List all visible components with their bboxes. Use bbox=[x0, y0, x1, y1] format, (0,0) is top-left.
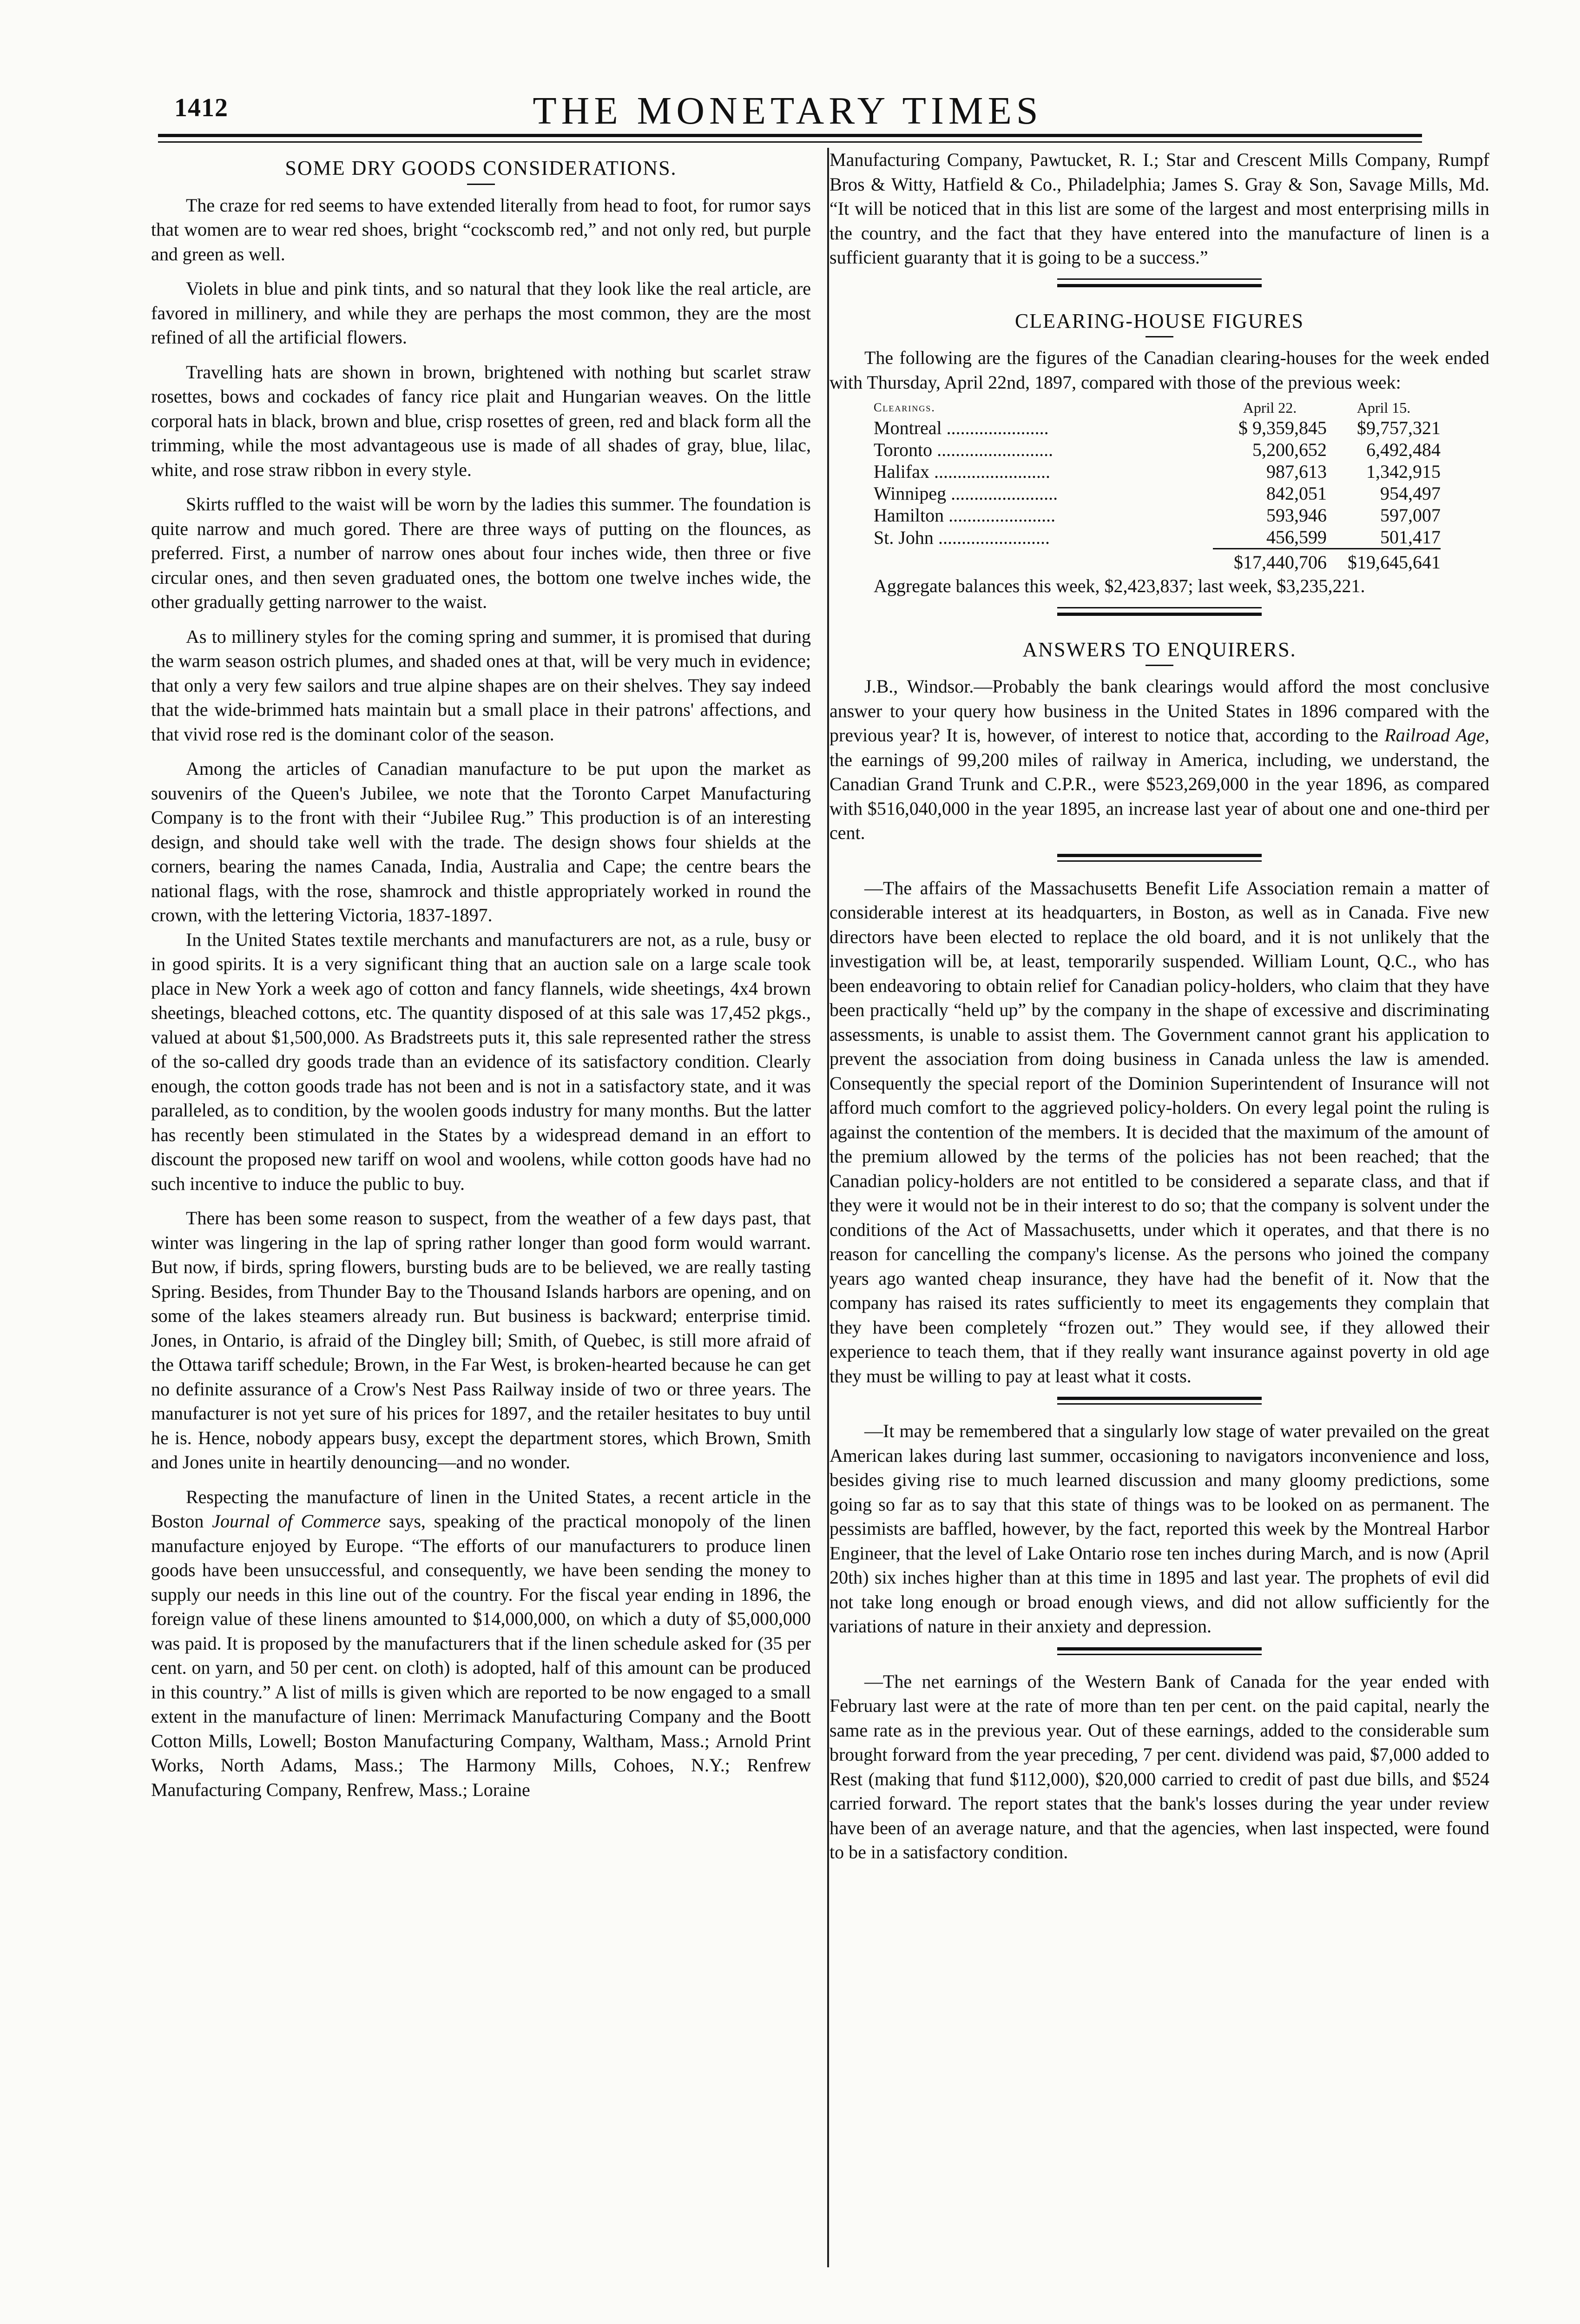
answers-paragraph bbox=[830, 674, 1489, 845]
paragraph-violets: Violets in blue and pink tints, and so natural that they look like the real article, are favored in millinery, and while they are perhaps the most common, they are the most refined of all the artificial flowers. bbox=[151, 278, 811, 348]
value-april-22: 987,613 bbox=[1266, 461, 1327, 482]
header-rule-thin bbox=[158, 141, 1422, 143]
table-row bbox=[874, 439, 1441, 461]
paragraph-textile-merchants: In the United States textile merchants and manufacturers are not, as a rule, busy or in good spirits. It is a very significant thing that an auction sale on a large scale took place in New York a week ago of cotton and fancy flannels, wide sheetings, 4x4 brown sheetings, bleached cottons, etc. The quantity disposed of at this sale was 17,452 pkgs., valued at about $1,500,000. As Bradstreets puts it, this sale represented rather the stress of the so-called dry goods trade than an evidence of its satisfactory condition. Clearly enough, the cotton goods trade has not been and is not in a satisfactory state, and it was paralleled, as to condition, by the woolen goods industry for many months. But the latter has recently been stimulated in the States by a widespread demand in an effort to discount the proposed new tariff on wool and woolens, while cotton goods have had no such incentive to induce the public to buy. bbox=[151, 929, 811, 1194]
journal-of-commerce: Journal of Commerce bbox=[212, 1511, 381, 1532]
leader-dots: ........................ bbox=[933, 527, 1050, 548]
paragraph-millinery: As to millinery styles for the coming spring and summer, it is promised that during the warm season ostrich plumes, and shaded ones at that, will be very much in evidence; that only a very few sailors and true alpine shapes are on their shelves. They say indeed that the wide-brimmed hats maintain but a small place in their patrons' affections, and that vivid rose red is the dominant color of the season. bbox=[151, 626, 811, 745]
page-number: 1412 bbox=[174, 93, 228, 122]
left-column bbox=[151, 148, 811, 1802]
title-dash bbox=[1146, 336, 1173, 337]
clearing-table-header bbox=[874, 398, 1441, 417]
lake-water-paragraph: —It may be remembered that a singularly low stage of water prevailed on the great American lakes during last summer, occasioning to navigators inconvenience and loss, besides giving rise to much learned discussion and many gloomy predictions, some going so far as to say that this state of things was to be looked on as permanent. The pessimists are baffled, however, by the fact, reported this week by the Montreal Harbor Engineer, that the level of Lake Ontario rose ten inches during March, and is now (April 20th) six inches higher than at this time in 1895 and last year. The prophets of evil did not take long enough or broad enough views, and did not allow sufficiently for the variations of nature in their anxiety and depression. bbox=[830, 1420, 1489, 1637]
total-april-22: $17,440,706 bbox=[1213, 549, 1327, 574]
value-april-15: 6,492,484 bbox=[1366, 439, 1441, 460]
value-april-15: 501,417 bbox=[1380, 527, 1441, 548]
leader-dots: ....................... bbox=[946, 483, 1058, 504]
value-april-15: 954,497 bbox=[1380, 483, 1441, 504]
leader-dots: ......................... bbox=[929, 461, 1050, 482]
total-april-15: $19,645,641 bbox=[1327, 549, 1441, 574]
page-header bbox=[174, 84, 1401, 135]
value-april-22: 842,051 bbox=[1266, 483, 1327, 504]
city-name: Winnipeg bbox=[874, 483, 947, 504]
table-row bbox=[874, 504, 1441, 526]
april-22-header: April 22. bbox=[1243, 399, 1297, 416]
paragraph-linen bbox=[151, 1485, 811, 1802]
answers-text-a: J.B., Windsor.—Probably the bank clearings would afford the most conclusive answer to your query how business in the United States in 1896 compared with the previous year? It is, however, of interest to notice that, according to the bbox=[830, 676, 1489, 746]
paragraph-spring-business: There has been some reason to suspect, from the weather of a few days past, that winter was lingering in the lap of spring rather longer than good form would warrant. But now, if birds, spring flowers, bursting buds are to be believed, we are really tasting Spring. Besides, from Thunder Bay to the Thousand Islands harbors are opening, and on some of the lakes steamers already run. But business is backward; enterprise timid. Jones, in Ontario, is afraid of the Dingley bill; Smith, of Quebec, is still more afraid of the Ottawa tariff schedule; Brown, in the Far West, is broken-hearted because he can get no definite assurance of a Crow's Nest Pass Railway inside of two or three years. The manufacturer is not yet sure of his prices for 1897, and the retailer hesitates to buy until he is. Hence, nobody appears busy, except the department stores, which Brown, Smith and Jones unite in heartily denouncing—and no wonder. bbox=[151, 1208, 811, 1472]
separator-rule bbox=[830, 1639, 1489, 1670]
value-april-22: 456,599 bbox=[1266, 527, 1327, 548]
clearing-table bbox=[874, 398, 1441, 573]
column-divider bbox=[827, 148, 829, 2267]
paragraph-jubilee-rug: Among the articles of Canadian manufacture to be put upon the market as souvenirs of the Queen's Jubilee, we note that the Toronto Carpet Manufacturing Company is to the front with their “Jubilee Rug.” This production is of an interesting design, and should take well with the trade. The design shows four shields at the corners, bearing the names Canada, India, Australia and Cape; the centre bears the national flags, with the rose, shamrock and thistle appropriately worked in round the crown, with the lettering Victoria, 1837-1897. bbox=[151, 758, 811, 925]
aggregate-balances: Aggregate balances this week, $2,423,837; last week, $3,235,221. bbox=[874, 575, 1365, 596]
dry-goods-title: SOME DRY GOODS CONSIDERATIONS. bbox=[285, 157, 677, 179]
city-name: Hamilton bbox=[874, 505, 944, 526]
city-name: Montreal bbox=[874, 417, 942, 438]
western-bank-paragraph: —The net earnings of the Western Bank of Canada for the year ended with February last were at the rate of more than ten per cent. on the paid capital, nearly the same rate as in the previous year. Out of these earnings, added to the considerable sum brought forward from the year preceding, 7 per cent. dividend was paid, $7,000 added to Rest (making that fund $112,000), $20,000 carried to credit of past due bills, and $524 carried forward. The report states that the bank's losses during the year under review have been of an average nature, and that the agencies, when last inspected, were found to be in a satisfactory condition. bbox=[830, 1670, 1489, 1862]
separator-rule bbox=[830, 599, 1489, 629]
value-april-15: $9,757,321 bbox=[1357, 417, 1441, 438]
clearings-column-label: Clearings. bbox=[874, 401, 935, 414]
table-row bbox=[874, 482, 1441, 504]
railroad-age: Railroad Age bbox=[1384, 725, 1485, 746]
value-april-22: $ 9,359,845 bbox=[1238, 417, 1327, 438]
value-april-22: 5,200,652 bbox=[1252, 439, 1327, 460]
separator-rule bbox=[830, 270, 1489, 301]
title-dash bbox=[1146, 665, 1173, 666]
clearing-intro: The following are the figures of the Canadian clearing-houses for the week ended with Thursday, April 22nd, 1897, compared with those of the previous week: bbox=[830, 347, 1489, 393]
linen-text-b: says, speaking of the practical monopoly of the linen manufacture enjoyed by Europe. “The efforts of our manufacturers to produce linen goods have been unsuccessful, and consequently, we have been sending the money to supply our needs in this line out of the country. For the fiscal year ending in 1896, the foreign value of these linens amounted to $14,000,000, on which a duty of $5,000,000 was paid. It is proposed by the manufacturers that if the linen schedule asked for (35 per cent. on yarn, and 50 per cent. on cloth) is adopted, half of this amount can be produced in this country.” A list of mills is given which are reported to be now engaged to a small extent in the manufacture of linen: Merrimack Manufacturing Company and the Boott Cotton Mills, Lowell; Boston Manufacturing Company, Waltham, Mass.; Arnold Print Works, North Adams, Mass.; The Harmony Mills, Cohoes, N.Y.; Renfrew Manufacturing Company, Renfrew, Mass.; Loraine bbox=[151, 1511, 811, 1800]
linen-text-a: Respecting the manufacture of linen in the United States, a recent article in the Boston bbox=[151, 1486, 811, 1532]
clearing-house-title: CLEARING-HOUSE FIGURES bbox=[1014, 309, 1304, 332]
paragraph-red-craze: The craze for red seems to have extended literally from head to foot, for rumor says that women are to wear red shoes, bright “cockscomb red,” and not only red, but purple and green as well. bbox=[151, 194, 811, 264]
table-row bbox=[874, 417, 1441, 439]
right-column bbox=[830, 148, 1489, 1865]
table-row bbox=[874, 526, 1441, 549]
paragraph-skirts: Skirts ruffled to the waist will be worn by the ladies this summer. The foundation is quite narrow and much gored. There are three ways of putting on the flounces, as preferred. First, a number of narrow ones about four inches wide, then three or five circular ones, and then seven graduated ones, the bottom one twelve inches wide, the other gradually getting narrower to the waist. bbox=[151, 494, 811, 612]
linen-continuation: Manufacturing Company, Pawtucket, R. I.; Star and Crescent Mills Company, Rumpf Bros & Witty, Hatfield & Co., Philadelphia; James S. Gray & Son, Savage Mills, Md. “It will be noticed that in this list are some of the largest and most enterprising mills in the country, and the fact that they have entered into the manufacture of linen is a sufficient guaranty that it is going to be a success.” bbox=[830, 149, 1489, 268]
leader-dots: ...................... bbox=[941, 417, 1049, 438]
paragraph-travelling-hats: Travelling hats are shown in brown, brightened with nothing but scarlet straw rosettes, bows and cockades of fancy rice plait and Hungarian weaves. On the little corporal hats in black, brown and blue, crisp rosettes of green, red and black form all the trimming, while the most advantageous use is made of all shades of gray, blue, lilac, white, and rose straw ribbon in every style. bbox=[151, 361, 811, 480]
answers-title: ANSWERS TO ENQUIRERS. bbox=[1022, 638, 1297, 661]
separator-rule bbox=[830, 1388, 1489, 1419]
title-dash bbox=[467, 184, 495, 185]
massachusetts-paragraph: —The affairs of the Massachusetts Benefit Life Association remain a matter of considerable interest at its headquarters, in Boston, as well as in Canada. Five new directors have been elected to replace the old board, and it is not unlikely that the investigation will be, at least, temporarily suspended. William Lount, Q.C., who has been endeavoring to obtain relief for Canadian policy-holders, who claim that they have been practically “held up” by the company in the shape of excessive and discriminating assessments, is unable to assist them. The Government cannot grant his application to prevent the association from doing business in Canada unless the law is amended. Consequently the special report of the Dominion Superintendent of Insurance will not afford much comfort to the aggrieved policy-holders. On every legal point the ruling is against the contention of the members. It is decided that the maximum of the amount of the premium allowed by the terms of the policies has not been reached; that the Canadian policy-holders are not entitled to be considered a separate class, and that if they were it would not be in their interest to do so; that the company is solvent under the conditions of the Act of Massachusetts, under which it operates, and that there is no reason for cancelling the company's license. As the persons who joined the company years ago wanted cheap insurance, they have had the benefit of it. Now that the company has raised its rates sufficiently to meet its engagements they complain that they have been completely “frozen out.” They would see, if they allowed their experience to teach them, that if they really want insurance against poverty in old age they must be willing to pay at least what it costs. bbox=[830, 877, 1489, 1386]
april-15-header: April 15. bbox=[1356, 399, 1411, 416]
value-april-15: 597,007 bbox=[1380, 505, 1441, 526]
table-row bbox=[874, 461, 1441, 482]
header-rule-thick bbox=[158, 134, 1422, 137]
separator-rule bbox=[830, 845, 1489, 876]
leader-dots: ......................... bbox=[932, 439, 1053, 460]
value-april-15: 1,342,915 bbox=[1366, 461, 1441, 482]
city-name: Halifax bbox=[874, 461, 929, 482]
city-name: St. John bbox=[874, 527, 934, 548]
masthead: THE MONETARY TIMES bbox=[533, 89, 1043, 132]
answers-text-b: , the earnings of 99,200 miles of railway in America, including, we understand, the Canadian Grand Trunk and C.P.R., were $523,269,000 in the year 1896, as compared with $516,040,000 in the year 1895, an increase last year of about one and one-third per cent. bbox=[830, 725, 1489, 843]
value-april-22: 593,946 bbox=[1266, 505, 1327, 526]
totals-row bbox=[874, 549, 1441, 574]
city-name: Toronto bbox=[874, 439, 933, 460]
leader-dots: ....................... bbox=[944, 505, 1056, 526]
